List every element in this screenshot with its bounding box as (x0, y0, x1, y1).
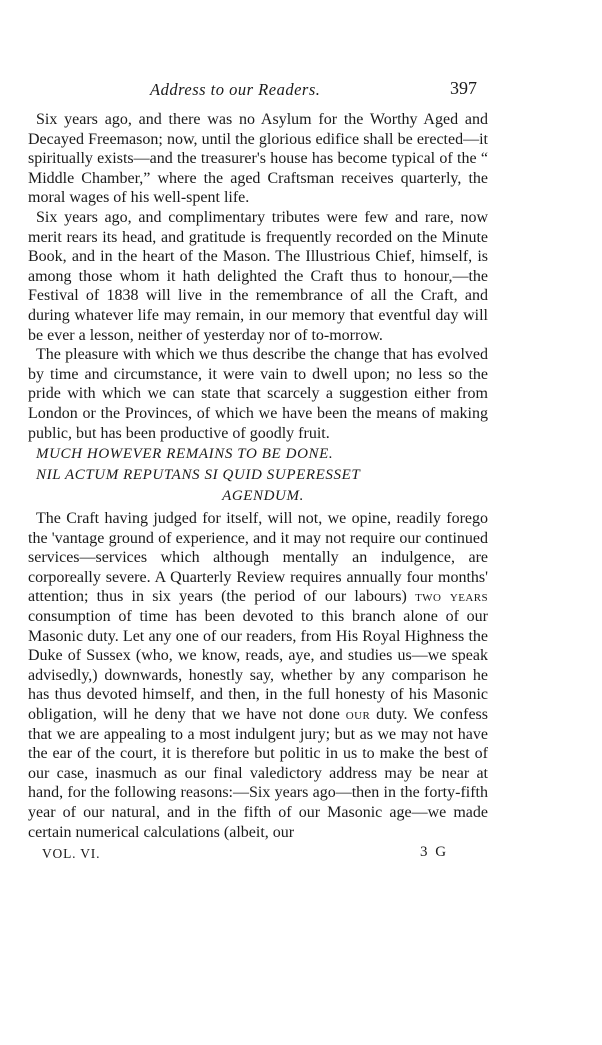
page-number: 397 (450, 78, 477, 98)
motto-line-3: AGENDUM. (222, 488, 304, 505)
body-text (28, 110, 488, 842)
paragraph-asylum: Six years ago, and there was no Asylum for the Worthy Aged and Decayed Freemason; now, until the glorious edifice shall be erected—it spiritually exists—and the treasurer's house has become typical of the “ Middle Chamber,” where the aged Craftsman receives quarterly, the moral wages of his well-spent life. (28, 111, 488, 207)
page-footer (28, 844, 488, 868)
paragraph-tributes: Six years ago, and complimentary tributes were few and rare, now merit rears its head, and gratitude is frequently recorded on the Minute Book, and in the heart of the Mason. The Illustrious Chief, himself, is among those whom it hath delighted the Craft thus to honour,—the Festival of 1838 will live in the remembrance of all the Craft, and during whatever life may remain, in our memory that eventful day will be ever a lesson, neither of yesterday nor of to-morrow. (28, 208, 488, 344)
paragraph-craft-part-3: duty. We confess that we are appealing to a most indulgent jury; but as we may not have the ear of the court, it is therefore but politic in us to make the best of our case, inasmuch as our final valedictory address may be near at hand, for the following reasons:—Six years ago—then in the forty-fifth year of our natural, and in the fifth of our Masonic age—we made certain numerical calculations (albeit, our (28, 706, 488, 841)
running-title: Address to our Readers. (150, 80, 321, 99)
signature-mark: 3 G (420, 844, 449, 861)
paragraph-craft-part-1: The Craft having judged for itself, will not, we opine, readily forego the 'vantage ground of experience, and it may not require our continued services—services which although mentally an indulgence, are corporeally severe. A Quarterly Review requires annually four months' attention; thus in six years (the period of our labours) (28, 510, 488, 606)
motto-line-1: MUCH HOWEVER REMAINS TO BE DONE. (36, 446, 334, 463)
book-page (28, 76, 488, 868)
paragraph-craft (28, 509, 488, 842)
paragraph-craft-part-2: consumption of time has been devoted to this branch alone of our Masonic duty. Let any one of our readers, from His Royal Highness the Duke of Sussex (who, we know, reads, aye, and studies us—we speak advisedly,) downwards, honestly say, whether by any comparison he has thus devoted himself, and then, in the full honesty of his Masonic obligation, will he deny that we have not done (28, 608, 488, 724)
two-years-small-caps: two years (415, 588, 488, 606)
volume-label: VOL. VI. (42, 846, 101, 862)
paragraph-pleasure: The pleasure with which we thus describe the change that has evolved by time and circumstance, it were vain to dwell upon; no less so the pride with which we can state that scarcely a suggestion either from London or the Provinces, of which we have been the means of making public, but has been productive of goodly fruit. (28, 346, 488, 442)
running-head (28, 76, 488, 110)
motto-line-2: NIL ACTUM REPUTANS SI QUID SUPERESSET (36, 467, 361, 484)
our-small-caps: our (345, 706, 371, 724)
